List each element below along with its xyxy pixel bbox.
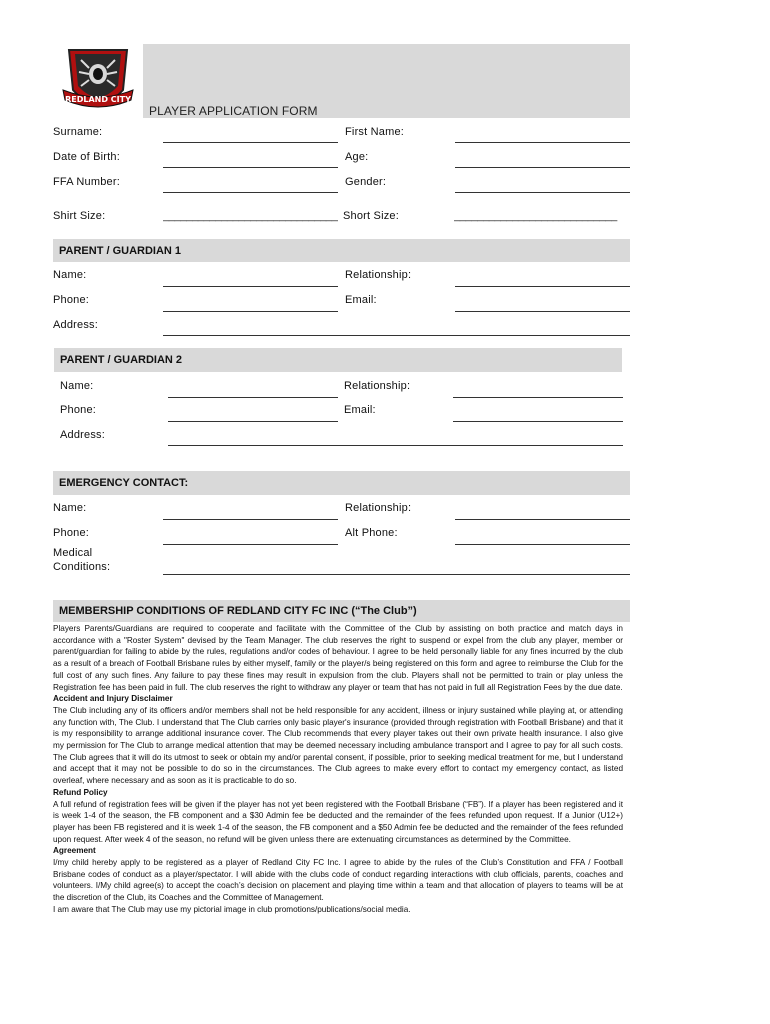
surname-label: Surname: <box>53 126 103 138</box>
medical-label-line1: Medical <box>53 547 93 559</box>
emergency-title: EMERGENCY CONTACT: <box>59 477 189 489</box>
guardian2-email-field[interactable] <box>453 421 623 422</box>
age-label: Age: <box>345 151 369 163</box>
form-title: PLAYER APPLICATION FORM <box>149 104 318 118</box>
emergency-phone-label: Phone: <box>53 527 90 539</box>
shirt-size-label: Shirt Size: <box>53 210 106 222</box>
emergency-alt-phone-label: Alt Phone: <box>345 527 398 539</box>
guardian1-email-label: Email: <box>345 294 377 306</box>
short-size-field[interactable]: ____________________________ <box>454 210 617 222</box>
guardian2-email-label: Email: <box>344 404 376 416</box>
emergency-relationship-field[interactable] <box>455 519 630 520</box>
ffa-number-label: FFA Number: <box>53 176 120 188</box>
guardian2-title: PARENT / GUARDIAN 2 <box>60 354 183 366</box>
agreement-paragraph: I/my child hereby apply to be registered as a player of Redland City FC Inc. I agree to abide by the rules of the Club’s Constitution and FFA / Football Brisbane codes of conduct as a player/spectator. I will abide with the clubs code of conduct regarding interactions with club officials, parents, coaches and volunteers. I/My child agree(s) to accept the coach’s decision on placement and playing time within a team and that allocation of players to teams will be at the discretion of the Club, its Coaches and the Committee of Management. <box>53 858 623 903</box>
emergency-phone-field[interactable] <box>163 544 338 545</box>
guardian1-address-label: Address: <box>53 319 99 331</box>
guardian2-address-field[interactable] <box>168 445 623 446</box>
guardian1-address-field[interactable] <box>163 335 630 336</box>
first-name-field[interactable] <box>455 142 630 143</box>
guardian1-phone-field[interactable] <box>163 311 338 312</box>
guardian2-name-field[interactable] <box>168 397 338 398</box>
emergency-name-field[interactable] <box>163 519 338 520</box>
gender-field[interactable] <box>455 192 630 193</box>
ffa-number-field[interactable] <box>163 192 338 193</box>
dob-label: Date of Birth: <box>53 151 120 163</box>
guardian1-name-label: Name: <box>53 269 87 281</box>
club-crest-icon <box>53 44 143 118</box>
membership-terms <box>53 623 623 916</box>
guardian2-header <box>54 348 622 372</box>
shirt-size-field[interactable]: ______________________________ <box>163 210 338 222</box>
accident-heading: Accident and Injury Disclaimer <box>53 694 173 704</box>
guardian1-relationship-label: Relationship: <box>345 269 412 281</box>
guardian1-email-field[interactable] <box>455 311 630 312</box>
refund-paragraph: A full refund of registration fees will be given if the player has not yet been registered with the Football Brisbane (“FB”). If a player has been registered and it is week 1-4 of the season, the FB component and a $30 Admin fee be deducted and the remainder of the fees refunded upon request. If a Junior (U12+) player has been FB registered and it is week 1-4 of the season, the FB component and a $50 Admin fee be deducted and the remainder of the fees refunded upon request. After week 4 of the season, no refund will be given unless there are extenuating circumstances as determined by the Committee. <box>53 799 623 844</box>
image-consent-paragraph: I am aware that The Club may use my pictorial image in club promotions/publications/social media. <box>53 904 411 914</box>
guardian1-name-field[interactable] <box>163 286 338 287</box>
refund-heading: Refund Policy <box>53 787 108 797</box>
guardian1-title: PARENT / GUARDIAN 1 <box>59 244 182 257</box>
membership-header <box>53 600 630 622</box>
guardian1-phone-label: Phone: <box>53 294 90 306</box>
emergency-alt-phone-field[interactable] <box>455 544 630 545</box>
guardian2-address-label: Address: <box>60 429 106 441</box>
short-size-label: Short Size: <box>343 210 400 222</box>
dob-field[interactable] <box>163 167 338 168</box>
medical-label-line2: Conditions: <box>53 561 111 573</box>
emergency-name-label: Name: <box>53 502 87 514</box>
accident-paragraph: The Club including any of its officers and/or members shall not be held responsible for any accident, illness or injury sustained while playing at, or attending any function with, The Club. I understand that The Club carries only basic player's insurance (provided through registration with Football Brisbane) and that it is my responsibility to arrange additional insurance cover. The Club recommends that every player takes out their own private health insurance. I also give my permission for The Club to arrange medical attention that may be deemed necessary including ambulance transport and I agree to pay for all such costs. The Club agrees that it will do its utmost to seek or obtain my and/or parental consent, if possible, prior to seeking medical treatment for me, but I understand and accept that it may not be possible to do so in the circumstances. The Club agrees to make every effort to contact my emergency contact, as listed overleaf, where necessary and as soon as it is practicable to do so. <box>53 705 623 786</box>
guardian2-phone-field[interactable] <box>168 421 338 422</box>
membership-title: MEMBERSHIP CONDITIONS OF REDLAND CITY FC INC (“The Club”) <box>59 605 417 617</box>
medical-conditions-field[interactable] <box>163 574 630 575</box>
guardian2-phone-label: Phone: <box>60 404 97 416</box>
guardian2-name-label: Name: <box>60 380 94 392</box>
logo-text: REDLAND CITY <box>65 95 131 104</box>
emergency-header <box>53 471 630 495</box>
emergency-relationship-label: Relationship: <box>345 502 412 514</box>
guardian2-relationship-field[interactable] <box>453 397 623 398</box>
gender-label: Gender: <box>345 176 387 188</box>
age-field[interactable] <box>455 167 630 168</box>
guardian2-relationship-label: Relationship: <box>344 380 411 392</box>
guardian1-header <box>53 239 630 262</box>
guardian1-relationship-field[interactable] <box>455 286 630 287</box>
agreement-heading: Agreement <box>53 846 96 856</box>
roster-paragraph: Players Parents/Guardians are required to cooperate and facilitate with the Committee of the Club by assisting on both practice and match days in accordance with a "Roster System" devised by the Team Manager. The club reserves the right to suspend or expel from the club any player, member or parent/guardian for failing to abide by the rules, regulations and/or codes of behaviour. I agree to be held personally liable for any fines incurred by the club as a result of a breach of Football Brisbane rules by either myself, family or the player/s being registered on this form and agree to reimburse the Club for the full cost of any such fines. Any failure to pay these fines may result in expulsion from the club. Players shall not be permitted to train or play unless the Registration fee has been paid in full. The club reserves the right to withdraw any player or team that has not paid in full all Registration Fees by the due date. <box>53 624 623 692</box>
first-name-label: First Name: <box>345 126 405 138</box>
club-logo <box>53 44 143 118</box>
surname-field[interactable] <box>163 142 338 143</box>
